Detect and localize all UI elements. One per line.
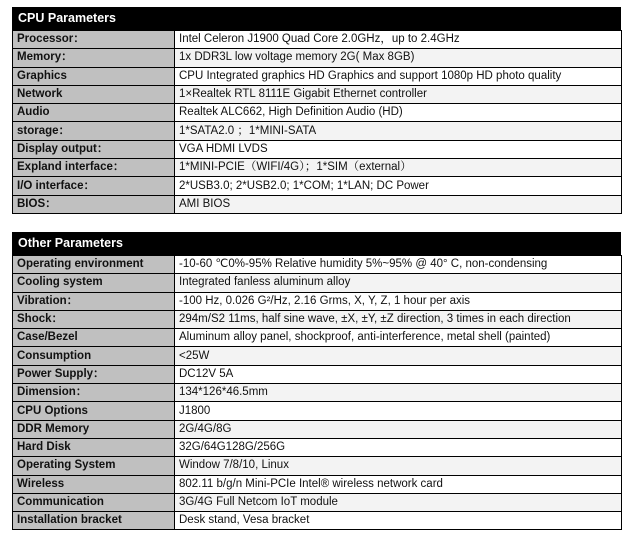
table-row — [13, 420, 622, 438]
row-label: Vibration： — [13, 292, 175, 310]
row-value: 294m/S2 11ms, half sine wave, ±X, ±Y, ±Z direction, 3 times in each direction — [175, 310, 622, 328]
table-row — [13, 402, 622, 420]
row-label: Memory： — [13, 49, 175, 67]
row-value: 802.11 b/g/n Mini-PCIe Intel® wireless network card — [175, 475, 622, 493]
row-label: Operating System — [13, 457, 175, 475]
row-value: CPU Integrated graphics HD Graphics and support 1080p HD photo quality — [175, 67, 622, 85]
row-label: Network — [13, 85, 175, 103]
row-label: Cooling system — [13, 274, 175, 292]
other-parameters-grid — [12, 255, 622, 530]
table-row — [13, 274, 622, 292]
table-row — [13, 310, 622, 328]
row-label: storage： — [13, 122, 175, 140]
row-value: Window 7/8/10, Linux — [175, 457, 622, 475]
table-row — [13, 49, 622, 67]
table-row — [13, 365, 622, 383]
row-value: J1800 — [175, 402, 622, 420]
row-value: 3G/4G Full Netcom IoT module — [175, 493, 622, 511]
table-row — [13, 122, 622, 140]
row-label: Wireless — [13, 475, 175, 493]
row-value: <25W — [175, 347, 622, 365]
row-label: Shock： — [13, 310, 175, 328]
table-row — [13, 195, 622, 213]
row-label: Operating environment — [13, 256, 175, 274]
row-label: Dimension： — [13, 384, 175, 402]
row-label: Communication — [13, 493, 175, 511]
row-label: Power Supply： — [13, 365, 175, 383]
row-value: Realtek ALC662, High Definition Audio (HD) — [175, 104, 622, 122]
row-value: 1*SATA2.0 ；1*MINI-SATA — [175, 122, 622, 140]
table-row — [13, 512, 622, 530]
row-value: Intel Celeron J1900 Quad Core 2.0GHz，up to 2.4GHz — [175, 31, 622, 49]
row-label: Graphics — [13, 67, 175, 85]
row-value: Integrated fanless aluminum alloy — [175, 274, 622, 292]
table-row — [13, 177, 622, 195]
row-value: 134*126*46.5mm — [175, 384, 622, 402]
other-parameters-table — [12, 232, 621, 530]
table-row — [13, 67, 622, 85]
row-label: BIOS： — [13, 195, 175, 213]
table-row — [13, 457, 622, 475]
row-value: 2G/4G/8G — [175, 420, 622, 438]
row-label: Audio — [13, 104, 175, 122]
row-label: DDR Memory — [13, 420, 175, 438]
table-row — [13, 493, 622, 511]
row-value: -100 Hz, 0.026 G²/Hz, 2.16 Grms, X, Y, Z, 1 hour per axis — [175, 292, 622, 310]
row-value: AMI BIOS — [175, 195, 622, 213]
row-label: Expland interface： — [13, 159, 175, 177]
table-row — [13, 104, 622, 122]
row-label: Consumption — [13, 347, 175, 365]
row-value: 1×Realtek RTL 8111E Gigabit Ethernet controller — [175, 85, 622, 103]
table-row — [13, 140, 622, 158]
row-value: -10-60 ℃0%-95% Relative humidity 5%~95% @ 40° C, non-condensing — [175, 256, 622, 274]
other-parameters-title: Other Parameters — [12, 232, 621, 255]
row-value: DC12V 5A — [175, 365, 622, 383]
row-label: Display output： — [13, 140, 175, 158]
row-label: Processor： — [13, 31, 175, 49]
cpu-parameters-table — [12, 7, 621, 214]
table-row — [13, 329, 622, 347]
row-value: 1x DDR3L low voltage memory 2G( Max 8GB) — [175, 49, 622, 67]
row-label: CPU Options — [13, 402, 175, 420]
cpu-parameters-grid — [12, 30, 622, 214]
table-row — [13, 347, 622, 365]
row-label: Installation bracket — [13, 512, 175, 530]
table-row — [13, 159, 622, 177]
table-row — [13, 256, 622, 274]
table-row — [13, 475, 622, 493]
table-row — [13, 31, 622, 49]
row-value: VGA HDMI LVDS — [175, 140, 622, 158]
cpu-parameters-title: CPU Parameters — [12, 7, 621, 30]
row-label: Hard Disk — [13, 438, 175, 456]
row-value: Aluminum alloy panel, shockproof, anti-interference, metal shell (painted) — [175, 329, 622, 347]
row-value: 2*USB3.0; 2*USB2.0; 1*COM; 1*LAN; DC Power — [175, 177, 622, 195]
row-value: 1*MINI-PCIE（WIFI/4G）；1*SIM（external） — [175, 159, 622, 177]
row-label: I/O interface： — [13, 177, 175, 195]
row-label: Case/Bezel — [13, 329, 175, 347]
table-row — [13, 292, 622, 310]
row-value: Desk stand, Vesa bracket — [175, 512, 622, 530]
row-value: 32G/64G128G/256G — [175, 438, 622, 456]
table-row — [13, 438, 622, 456]
table-row — [13, 85, 622, 103]
table-row — [13, 384, 622, 402]
